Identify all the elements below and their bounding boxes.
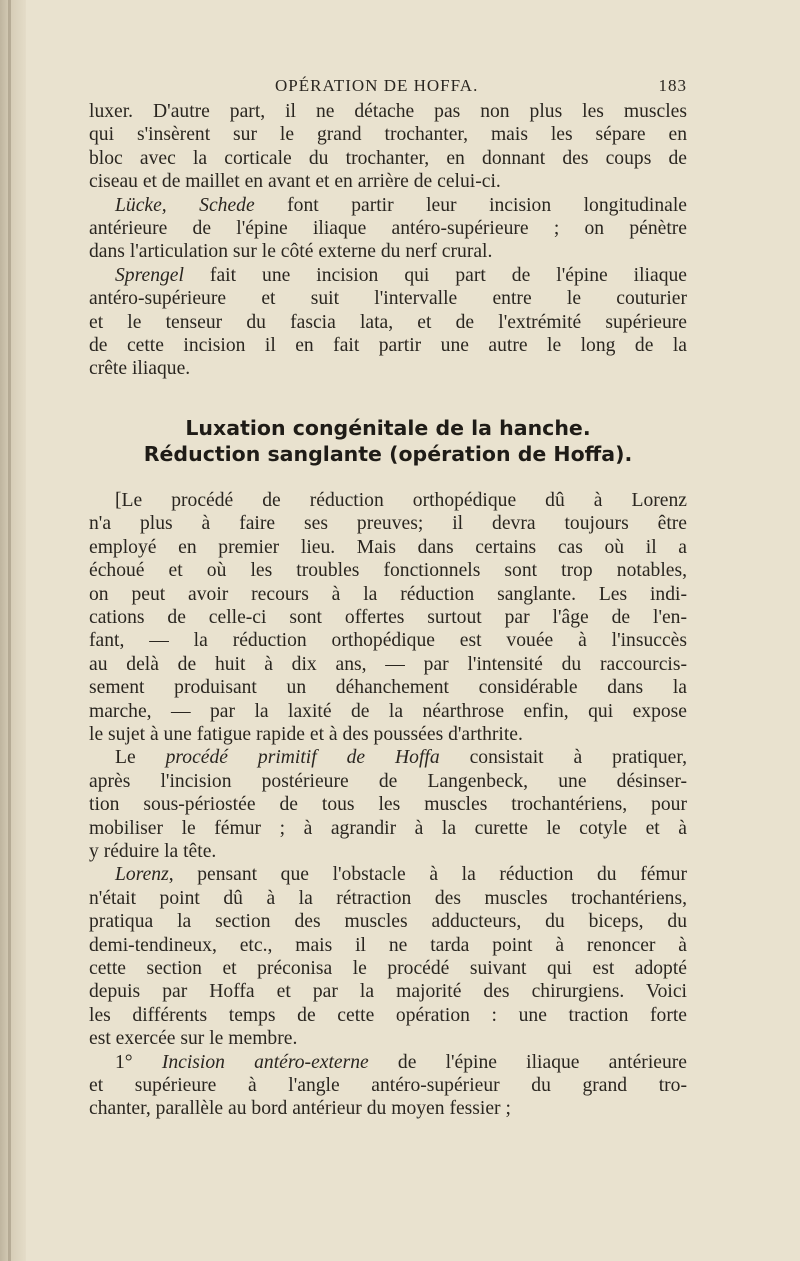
text-fragment: , pensant que l'obstacle à la réduction du fémur: [168, 864, 687, 886]
italic-step-title: Incision antéro-externe: [161, 1051, 369, 1073]
text-fragment: font partir leur incision longitudinale: [254, 194, 687, 216]
text-line: employé en premier lieu. Mais dans certains cas où il a: [89, 536, 687, 558]
paragraph-sprengel: [89, 264, 687, 381]
text-fragment: Le: [115, 747, 166, 769]
text-line: [89, 746, 687, 769]
text-line: [89, 194, 687, 217]
section-heading: [89, 415, 687, 467]
page-number: 183: [658, 76, 687, 95]
text-line: antéro-supérieure et suit l'intervalle entre le couturier: [89, 288, 687, 310]
italic-author-name: Sprengel: [115, 264, 184, 286]
text-line: n'était point dû à la rétraction des muscles trochantériens,: [89, 887, 687, 909]
paragraph-lorenz: [89, 863, 687, 1050]
text-line: fant, — la réduction orthopédique est vouée à l'insuccès: [89, 630, 687, 652]
paragraph-introduction: [89, 489, 687, 746]
text-line: de cette incision il en fait partir une autre le long de la: [89, 335, 687, 357]
text-line: mobiliser le fémur ; à agrandir à la curette le cotyle et à: [89, 817, 687, 839]
text-line: bloc avec la corticale du trochanter, en donnant des coups de: [89, 147, 687, 169]
paragraph-lucke-schede: [89, 194, 687, 264]
text-line: tion sous-périostée de tous les muscles trochantériens, pour: [89, 794, 687, 816]
text-line: cations de celle-ci sont offertes surtout par l'âge de l'en-: [89, 606, 687, 628]
text-line: au delà de huit à dix ans, — par l'intensité du raccourcis-: [89, 653, 687, 675]
text-line: cette section et préconisa le procédé suivant qui est adopté: [89, 958, 687, 979]
text-line: est exercée sur le membre.: [89, 1028, 298, 1050]
step-number: 1°: [115, 1051, 162, 1073]
text-line: échoué et où les troubles fonctionnels sont trop notables,: [89, 560, 687, 582]
text-line: dans l'articulation sur le côté externe du nerf crural.: [89, 241, 493, 263]
text-fragment: fait une incision qui part de l'épine iliaque: [183, 264, 687, 286]
text-line: et supérieure à l'angle antéro-supérieur du grand tro-: [89, 1075, 687, 1097]
text-line: sement produisant un déhanchement considérable dans la: [89, 677, 687, 699]
text-line: le sujet à une fatigue rapide et à des poussées d'arthrite.: [89, 723, 523, 745]
italic-author-name: Lorenz: [115, 864, 169, 886]
paragraph-incision-step: [89, 1051, 687, 1121]
italic-author-names: Lücke, Schede: [115, 194, 255, 216]
text-line: qui s'insèrent sur le grand trochanter, mais les sépare en: [89, 124, 687, 146]
text-line: chanter, parallèle au bord antérieur du moyen fessier ;: [89, 1098, 511, 1120]
text-line: [89, 264, 687, 287]
book-page: [89, 70, 687, 1121]
paragraph-continuation: [89, 100, 687, 194]
page-binding-edge: [0, 0, 26, 1261]
text-fragment: de l'épine iliaque antérieure: [368, 1051, 687, 1073]
section-heading-line: Réduction sanglante (opération de Hoffa).: [143, 441, 633, 466]
italic-procedure-name: procédé primitif de Hoffa: [165, 747, 440, 769]
text-line: et le tenseur du fascia lata, et de l'extrémité supérieure: [89, 311, 687, 333]
text-line: luxer. D'autre part, il ne détache pas non plus les muscles: [89, 101, 687, 122]
text-line: [89, 1051, 687, 1074]
text-line: les différents temps de cette opération : une traction forte: [89, 1004, 687, 1026]
text-line: [Le procédé de réduction orthopédique dû à Lorenz: [115, 489, 687, 511]
running-title: OPÉRATION DE HOFFA.: [275, 76, 479, 95]
text-line: marche, — par la laxité de la néarthrose enfin, qui expose: [89, 700, 687, 722]
text-line: pratiqua la section des muscles adducteurs, du biceps, du: [89, 911, 687, 933]
text-line: on peut avoir recours à la réduction sanglante. Les indi-: [89, 583, 687, 605]
text-line: ciseau et de maillet en avant et en arrière de celui-ci.: [89, 171, 501, 193]
text-line: n'a plus à faire ses preuves; il devra toujours être: [89, 513, 687, 535]
text-fragment: consistait à pratiquer,: [439, 747, 687, 769]
text-line: depuis par Hoffa et par la majorité des chirurgiens. Voici: [89, 981, 687, 1003]
section-heading-line: Luxation congénitale de la hanche.: [185, 415, 591, 440]
text-line: demi-tendineux, etc., mais il ne tarda point à renoncer à: [89, 934, 687, 956]
text-line: y réduire la tête.: [89, 840, 217, 862]
text-line: après l'incision postérieure de Langenbeck, une désinser-: [89, 770, 687, 792]
running-head: [89, 70, 687, 100]
paragraph-hoffa-primitive: [89, 746, 687, 863]
text-line: antérieure de l'épine iliaque antéro-supérieure ; on pénètre: [89, 218, 687, 240]
text-line: [89, 863, 687, 886]
text-line: crête iliaque.: [89, 358, 191, 380]
